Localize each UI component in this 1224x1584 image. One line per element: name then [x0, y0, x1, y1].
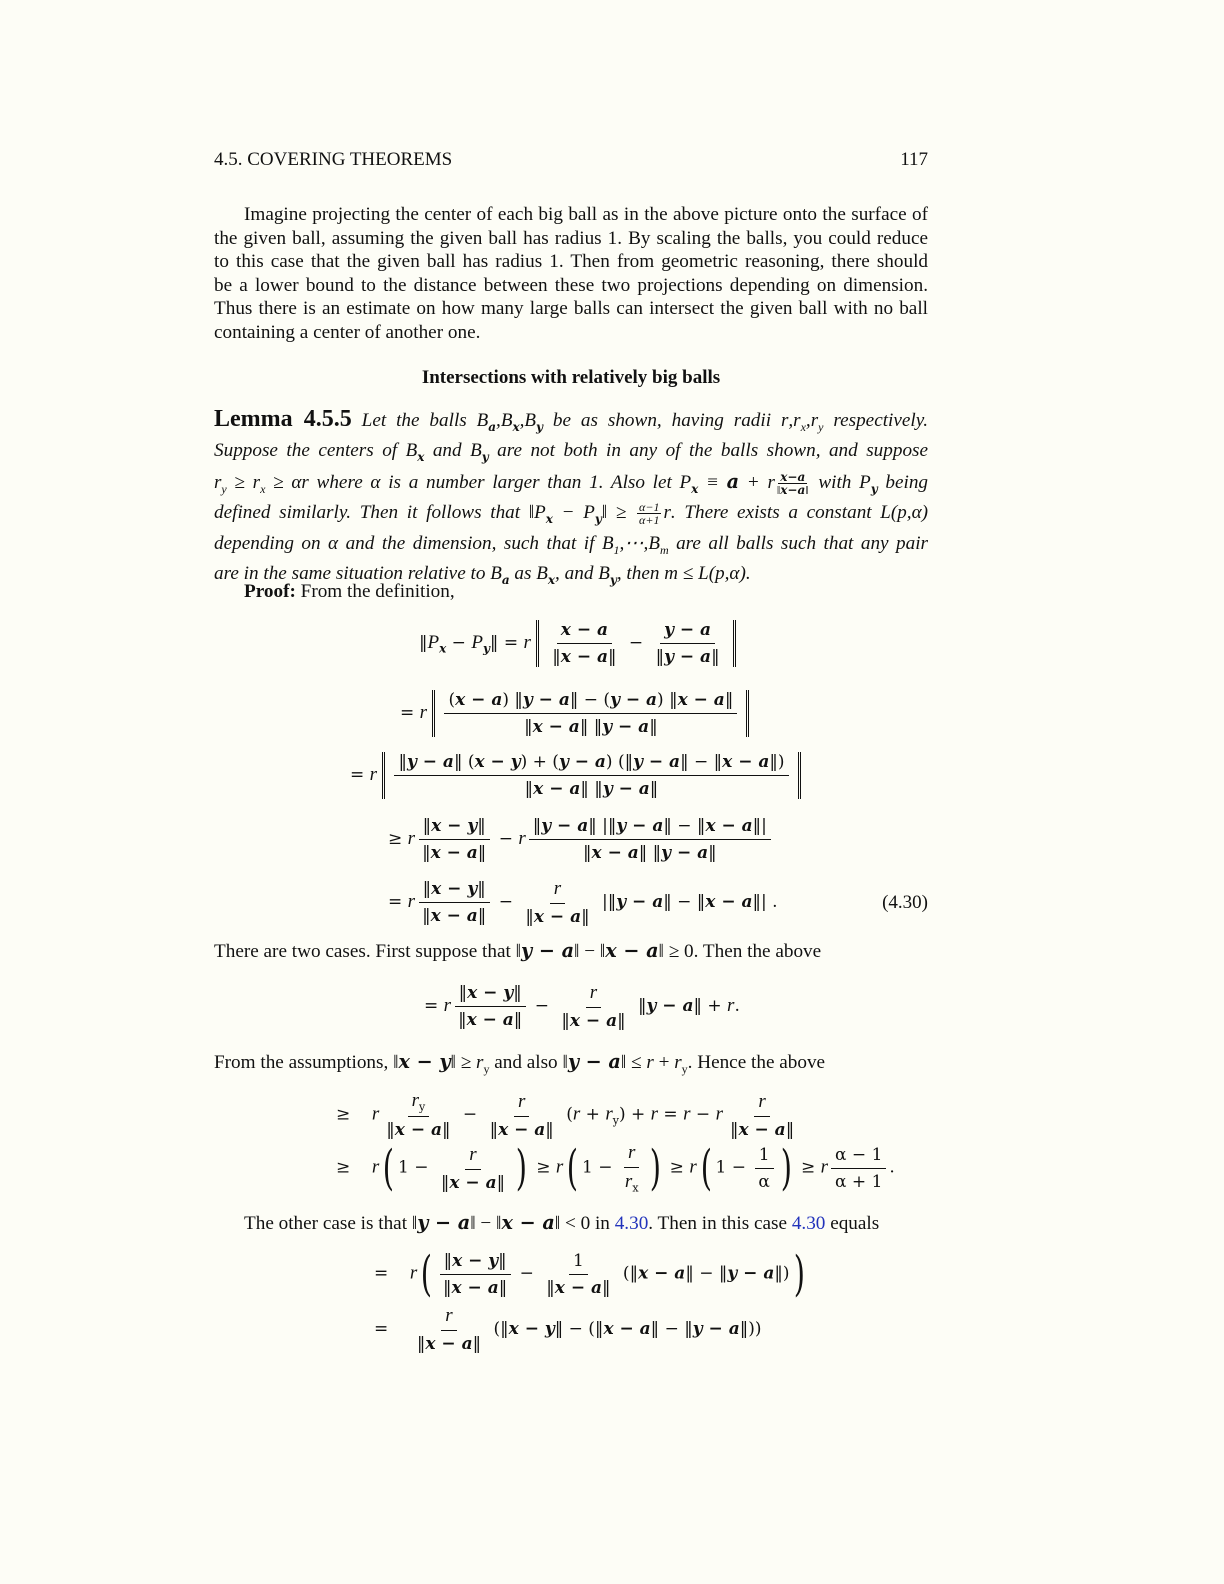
page-number: 117 [900, 149, 928, 170]
lemma-line: depending on α and the dimension, such that if $B_1,\cdots,B_m$ are all balls such that any pair [214, 532, 928, 557]
equation-other-2: = $\frac{r}{‖x - a‖}$ (‖x − y‖ − (‖x − a‖ − ‖y − a‖)) [374, 1305, 762, 1354]
equation-ineq-2: ≥ r( 1 − $\frac{r}{‖x - a‖}$ ) ≥ r( 1 − $\frac{r}{r_x}$ ) ≥ r( 1 − $\frac{1}{\alpha}$ ) ≥ r $\frac{\alpha - 1}{\alpha + 1}$ . [336, 1140, 895, 1197]
intro-line: to this case that the given ball has radius 1. Then from geometric reasoning, there should [214, 251, 928, 273]
lemma-text: Let the balls $B_a,B_x,B_y$ be as shown, having radii $r,r_x,r_y$ respectively. [361, 410, 928, 434]
lemma-line: $r_y \ge r_x \ge \alpha r$ where α is a number larger than 1. Also let $P_x \equiv a + r$ $\frac{x-a}{‖x-a‖}$ with $P_y$ being [214, 469, 929, 497]
inline-fraction: $\frac{\alpha-1}{\alpha+1}$ [639, 500, 660, 528]
two-cases-text: There are two cases. First suppose that ‖y − a‖ − ‖x − a‖ ≥ 0. Then the above [214, 939, 822, 962]
proof-intro [244, 581, 455, 603]
equation-line-4: ≥ r $\frac{‖x - y‖}{‖x - a‖}$ − r $\frac{‖y - a‖ |‖y - a‖ - ‖x - a‖|}{‖x - a‖ ‖y - a‖}$ [388, 816, 774, 863]
intro-paragraph [214, 203, 928, 345]
assumptions-text: From the assumptions, ‖x − y‖ ≥ $r_y$ and also ‖y − a‖ ≤ $r + r_y$. Hence the above [214, 1050, 826, 1076]
section-title: Intersections with relatively big balls [421, 367, 721, 388]
lemma-line: Suppose the centers of $B_x$ and $B_y$ are not both in any of the balls shown, and suppose [214, 440, 929, 465]
intro-line: the given ball, assuming the given ball has radius 1. By scaling the balls, you could reduce [214, 227, 928, 249]
other-case-text: The other case is that ‖y − a‖ − ‖x − a‖ < 0 in 4.30. Then in this case 4.30 equals [244, 1211, 880, 1234]
running-head-section: 4.5. COVERING THEOREMS [214, 149, 453, 170]
equation-line-2: = r $\frac{(x - a) ‖y - a‖ - (y - a) ‖x - a‖}{‖x - a‖ ‖y - a‖}$ [400, 690, 749, 737]
equation-number: (4.30) [882, 892, 928, 913]
proof-text: From the definition, [300, 581, 455, 602]
lemma-line: defined similarly. Then it follows that $‖P_x$ − $P_y‖$ ≥ $\frac{\alpha-1}{\alpha+1}$ r. There exists a constant L(p,α) [214, 500, 929, 528]
equation-line-3: = r $\frac{‖y - a‖ (x - y) + (y - a) (‖y - a‖ - ‖x - a‖)}{‖x - a‖ ‖y - a‖}$ [350, 752, 801, 799]
intro-line: Imagine projecting the center of each big ball as in the above picture onto the surface of [244, 204, 928, 225]
inline-fraction: $\frac{x-a}{‖x-a‖}$ [776, 469, 809, 497]
intro-line: containing a center of another one. [214, 321, 481, 343]
lemma-line [214, 408, 928, 439]
proof-label: Proof: [244, 581, 296, 602]
lemma [214, 408, 928, 593]
equation-line-5: = r $\frac{‖x - y‖}{‖x - a‖}$ − $\frac{r}{‖x - a‖}$ |‖y − a‖ − ‖x − a‖| . (4.30) [388, 878, 928, 927]
lemma-line: are in the same situation relative to $B_a$ as $B_x$, and $B_y$, then m ≤ L(p,α). [214, 563, 751, 587]
equation-other-1: = r( $\frac{‖x - y‖}{‖x - a‖}$ − $\frac{1}{‖x - a‖}$ (‖x − a‖ − ‖y − a‖)) [374, 1246, 805, 1302]
intro-line: be a lower bound to the distance between these two projections depending on dimension. [214, 274, 928, 296]
equation-ref-link[interactable]: 4.30 [614, 1213, 649, 1234]
intro-line: Thus there is an estimate on how many large balls can intersect the given ball with no ball [214, 298, 928, 320]
equation-ref-link[interactable]: 4.30 [791, 1213, 826, 1234]
equation-ineq-1: ≥ r $\frac{r_y}{‖x - a‖}$ − $\frac{r}{‖x - a‖}$ $(r + r_y) + r = r - r$ $\frac{r}{‖x - a‖}$ [336, 1090, 795, 1141]
equation-case-1: = r $\frac{‖x - y‖}{‖x - a‖}$ − $\frac{r}{‖x - a‖}$ ‖y − a‖ + r. [424, 982, 740, 1031]
equation-line-1: $‖P_x$ − $P_y‖ = r$ $\frac{x - a}{‖x - a‖}$ − $\frac{y - a}{‖y - a‖}$ [419, 620, 736, 667]
lemma-label: Lemma 4.5.5 [214, 406, 352, 432]
